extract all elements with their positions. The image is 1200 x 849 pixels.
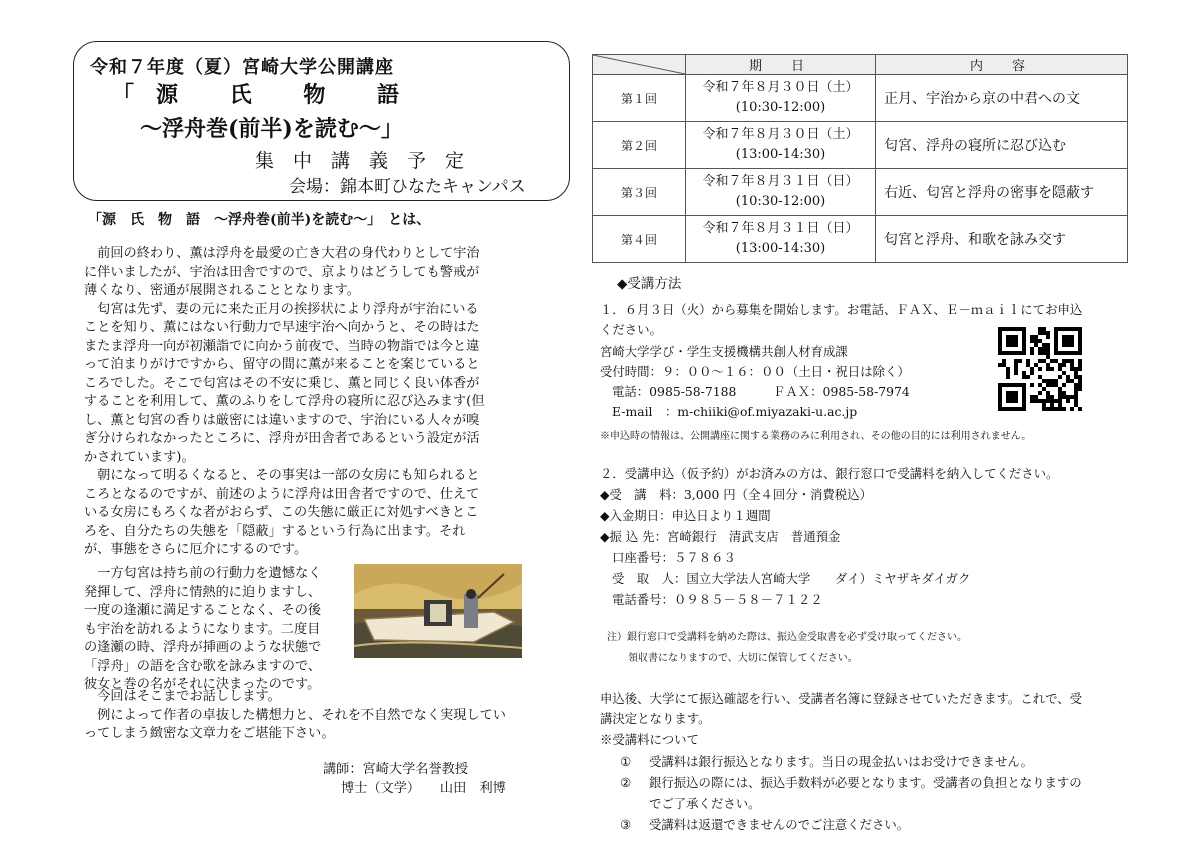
about-body-2 [84,467,521,560]
paragraph-2: 匂宮は先ず、妻の元に来た正月の挨拶状により浮舟が宇治にいる ことを知り、薫にはない行動力で早速宇治へ向かうと、その時はた またま浮舟一向が初瀬詣でに向かう前夜で、当時の物詣では今と違 って泊まりがけですから、留守の間に薫が来ることを案じていると ころでした。そこで匂宮はその不安に乗じ、薫と同じく良い体香が することを利用して、薫のふりをして浮舟の寝所に忍び込みます(但 し、薫と匂宮の香りは厳密には違いますので、宇治にいる人々が嗅 ぎ分けられなかったところに、浮舟が田舎者であるという設定が活 かされています)。 [84,301,485,465]
about-heading: 「源 氏 物 語 〜浮舟巻(前半)を読む〜」 とは、 [88,212,431,228]
header-content: 内 容 [876,55,1128,75]
privacy-note: ※申込時の情報は、公開講座に関する業務のみに利用され、その他の目的には利用されません。 [600,431,1032,442]
table-header-row [593,55,1128,75]
ukifune-boat-illustration [354,564,522,658]
receipt-note-2: 領収書になりますので、大切に保管してください。 [628,653,858,664]
bank-phone-line: 電話番号：０９８５－５８－７１２２ [612,592,823,607]
table-corner [593,55,686,75]
fee-line: ◆受 講 料：3,000 円（全４回分・消費税込） [600,487,872,502]
office-hours: 受付時間：９：００〜１６：００（土日・祝日は除く） [600,364,910,379]
table-row [593,216,1128,263]
lecturer-title: 講師：宮崎大学名誉教授 [323,762,469,777]
method-heading: ◆受講方法 [617,276,682,292]
email-address[interactable]: E-mail ：m-chiiki@of.miyazaki-u.ac.jp [612,404,858,419]
fee-item [620,773,1120,793]
about-body-3 [84,565,352,695]
step1-line1: １．６月３日（火）から募集を開始します。お電話、ＦＡＸ、Ｅ－ｍａｉｌにてお申込 [600,302,1083,317]
fee-item-text: 銀行振込の際には、振込手数料が必要となります。受講者の負担となりますの [649,775,1082,790]
date-text: 令和７年８月３０日（土） [702,80,859,95]
about-body-4 [84,688,521,744]
after-line-2: 講決定となります。 [600,711,711,726]
office-name: 宮崎大学学び・学生支援機構共創人材育成課 [600,344,848,359]
fee-item-mark: ③ [620,817,632,832]
fee-item [620,815,1120,835]
session-number: 第３回 [593,169,686,216]
session-date [686,216,876,263]
payee-line: 受 取 人：国立大学法人宮崎大学 ダイ）ミヤザキダイガク [612,571,971,586]
fee-item-text: でご了承ください。 [649,796,761,811]
schedule-table [592,54,1128,263]
paragraph-1: 前回の終わり、薫は浮舟を最愛の亡き大君の身代わりとして宇治 に伴いましたが、宇治は田舎ですので、京よりはどうしても警戒が 薄くなり、密通が展開されることとなります。 [84,246,480,298]
time-text: (10:30-12:00) [735,194,826,209]
title-line-2: 「源 氏 物 語 [112,82,421,108]
session-content: 匂宮、浮舟の寝所に忍び込む [876,122,1128,169]
time-text: (13:00-14:30) [735,147,826,162]
fee-item-mark: ② [620,775,632,790]
session-number: 第１回 [593,75,686,122]
session-content: 右近、匂宮と浮舟の密事を隠蔽す [876,169,1128,216]
session-content: 正月、宇治から京の中君への文 [876,75,1128,122]
session-number: 第４回 [593,216,686,263]
qr-code-icon[interactable] [998,327,1082,411]
paragraph-3: 朝になって明るくなると、その事実は一部の女房にも知られると ころとなるのですが、前述のように浮舟は田舎者ですので、仕えて いる女房にもろくな者がおらず、この失態に厳正に対処すべきとこ ろを、自分たちの失態を「隠蔽」するという行為に出ます。それ が、事態をさらに厄介にするのです。 [84,468,480,557]
table-row [593,122,1128,169]
fee-item-text: 受講料は返還できませんのでご注意ください。 [649,817,910,832]
session-date [686,75,876,122]
session-date [686,169,876,216]
table-row [593,169,1128,216]
date-text: 令和７年８月３１日（日） [702,221,859,236]
lecturer-info [323,760,506,798]
header-date: 期 日 [686,55,876,75]
after-line-1: 申込後、大学にて振込確認を行い、受講者名簿に登録させていただきます。これで、受 [600,691,1082,706]
account-line: 口座番号：５７８６３ [612,550,736,565]
fee-item-text: 受講料は銀行振込となります。当日の現金払いはお受けできません。 [649,754,1033,769]
session-date [686,122,876,169]
title-line-4: 集中講義予定 [255,150,484,172]
lecturer-name: 博士（文学） 山田 利博 [341,781,506,796]
phone-number: 電話：0985-58-7188 [612,384,737,399]
time-text: (10:30-12:00) [735,100,826,115]
step1-line2: ください。 [600,322,662,337]
venue: 会場：錦本町ひなたキャンパス [289,177,526,197]
date-text: 令和７年８月３０日（土） [702,127,859,142]
fee-item-mark: ① [620,754,632,769]
title-line-1: 令和７年度（夏）宮崎大学公開講座 [90,57,394,78]
session-number: 第２回 [593,122,686,169]
table-row [593,75,1128,122]
date-text: 令和７年８月３１日（日） [702,174,859,189]
title-line-3: 〜浮舟巻(前半)を読む〜」 [140,116,403,142]
bank-line: ◆振 込 先：宮崎銀行 清武支店 普通預金 [600,529,841,544]
fax-number: ＦＡＸ：0985-58-7974 [773,384,910,399]
paragraph-5: 今回はそこまでお話しします。 例によって作者の卓抜した構想力と、それを不自然でなく実現してい ってしまう緻密な文章力をご堪能下さい。 [84,689,506,741]
session-content: 匂宮と浮舟、和歌を詠み交す [876,216,1128,263]
receipt-note-1: 注）銀行窓口で受講料を納めた際は、振込金受取書を必ず受け取ってください。 [607,632,967,643]
fee-item [620,794,1120,814]
fee-heading: ※受講料について [600,732,699,747]
paragraph-4: 一方匂宮は持ち前の行動力を遺憾なく 発揮して、浮舟に情熱的に迫りますし、 一度の逢瀬に満足することなく、その後 も宇治を訪れるようになります。二度目 の逢瀬の時、浮舟が挿画のような状態で 「浮舟」の語を含む歌を詠みますので、 彼女と巻の名がそれに決まったのです。 [84,566,322,692]
step2-text: ２．受講申込（仮予約）がお済みの方は、銀行窓口で受講料を納入してください。 [600,466,1059,481]
fee-item [620,752,1120,772]
about-body [84,245,521,467]
time-text: (13:00-14:30) [735,241,826,256]
deadline-line: ◆入金期日：申込日より１週間 [600,508,771,523]
